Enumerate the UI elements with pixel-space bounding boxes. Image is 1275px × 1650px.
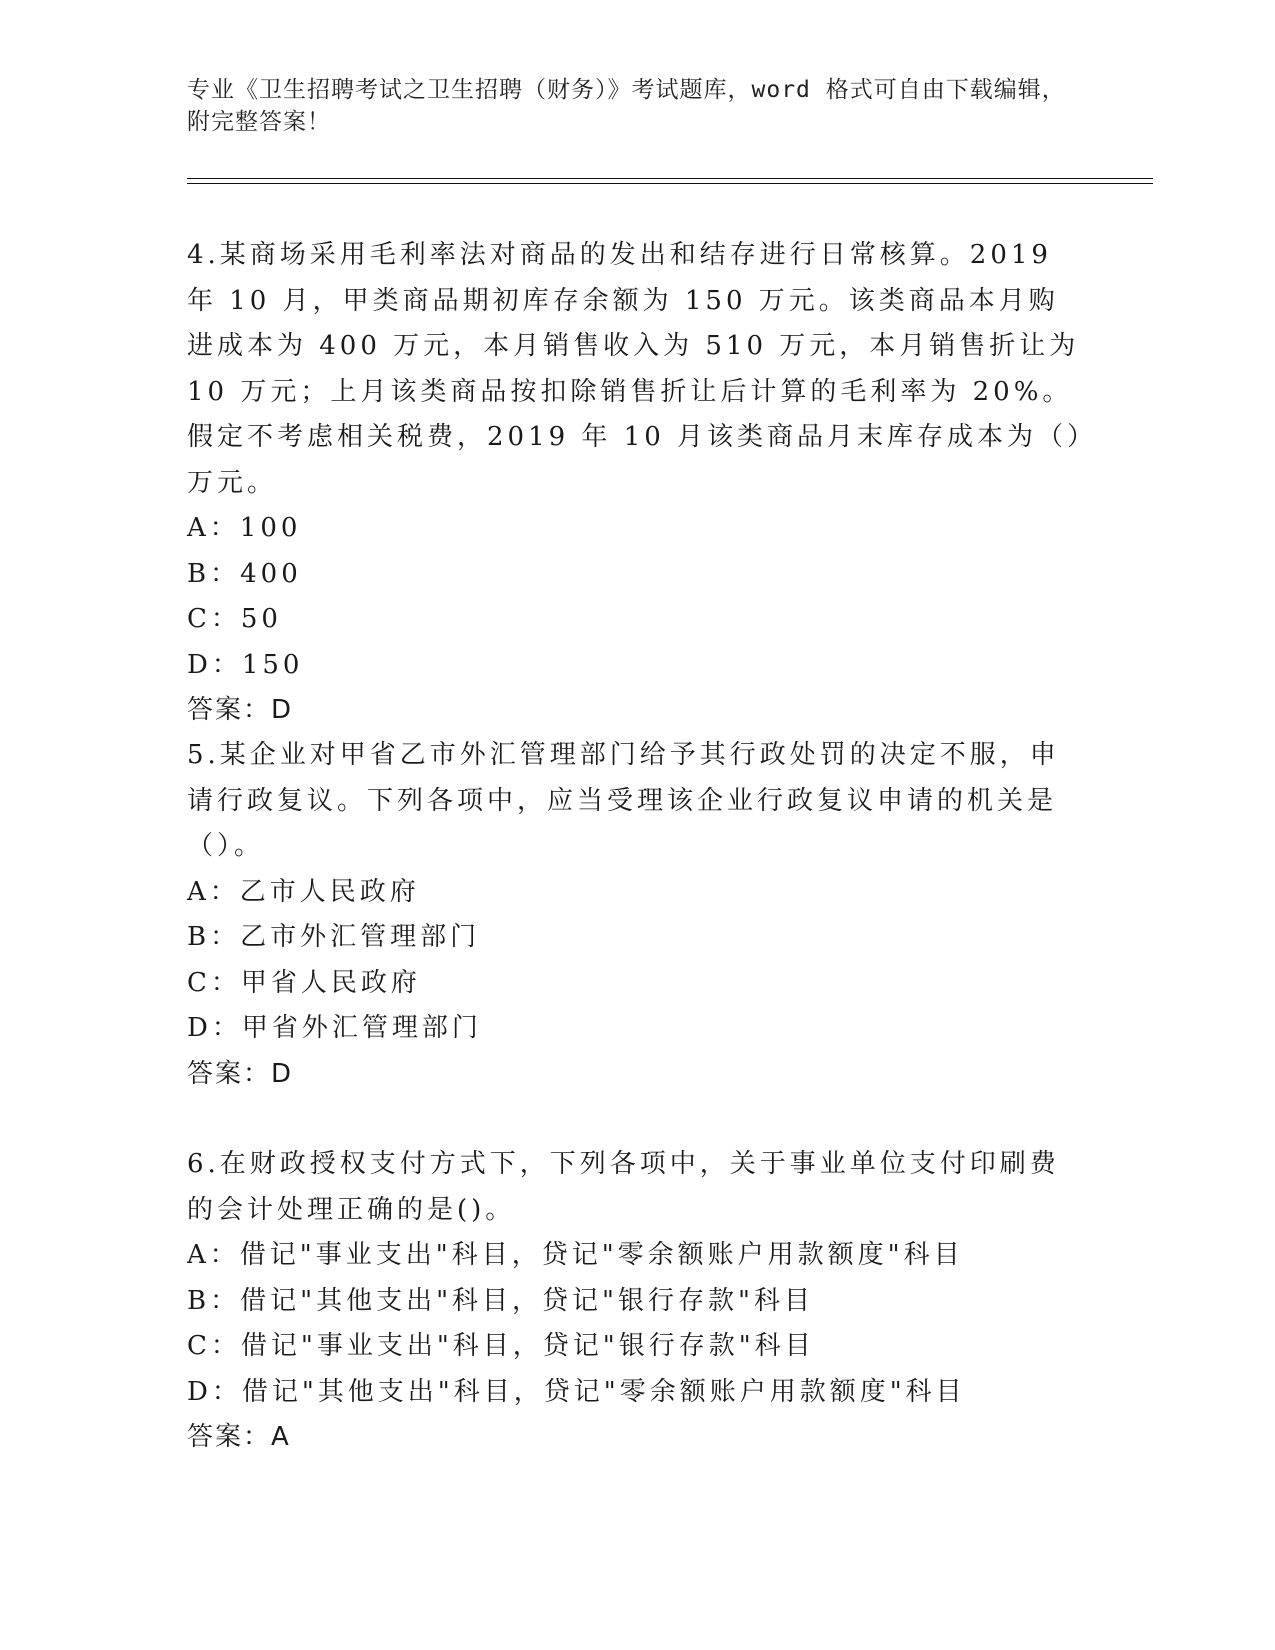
option-d: D：150: [187, 649, 304, 680]
answer: 答案：D: [187, 1058, 294, 1089]
option-d: D：甲省外汇管理部门: [187, 1013, 482, 1043]
question-6: [187, 1142, 1087, 1461]
question-stem: 6.在财政授权支付方式下，下列各项中，关于事业单位支付印刷费的会计处理正确的是()。: [187, 1149, 1060, 1225]
document-header: [187, 74, 1067, 138]
option-a: A：借记"事业支出"科目，贷记"零余额账户用款额度"科目: [187, 1240, 964, 1270]
question-stem: 5.某企业对甲省乙市外汇管理部门给予其行政处罚的决定不服，申请行政复议。下列各项中，应当受理该企业行政复议申请的机关是（）。: [187, 740, 1060, 861]
answer: 答案：A: [187, 1422, 291, 1452]
option-d: D：借记"其他支出"科目，贷记"零余额账户用款额度"科目: [187, 1376, 966, 1407]
option-a: A：100: [187, 513, 302, 543]
option-c: C：借记"事业支出"科目，贷记"银行存款"科目: [187, 1331, 815, 1361]
header-text: 专业《卫生招聘考试之卫生招聘（财务）》考试题库，word 格式可自由下载编辑，附完整答案！: [187, 77, 1066, 135]
question-5: [187, 733, 1087, 1097]
option-b: B：借记"其他支出"科目，贷记"银行存款"科目: [187, 1285, 814, 1316]
question-stem: 4.某商场采用毛利率法对商品的发出和结存进行日常核算。2019 年 10 月，甲类商品期初库存余额为 150 万元。该类商品本月购进成本为 400 万元，本月销售收入为 510 万元，本月销售折让为 10 万元；上月该类商品按扣除销售折让后计算的毛利率为 20%。假定不考虑相关税费，2019 年 10 月该类商品月末库存成本为（）万元。: [187, 240, 1085, 498]
option-c: C：甲省人民政府: [187, 967, 421, 998]
option-c: C：50: [187, 604, 282, 634]
question-4: [187, 233, 1087, 734]
header-divider-top: [187, 178, 1153, 179]
option-a: A：乙市人民政府: [187, 876, 420, 907]
answer: 答案：D: [187, 695, 294, 725]
header-divider-bottom: [187, 183, 1153, 184]
option-b: B：400: [187, 558, 302, 589]
option-b: B：乙市外汇管理部门: [187, 922, 481, 952]
